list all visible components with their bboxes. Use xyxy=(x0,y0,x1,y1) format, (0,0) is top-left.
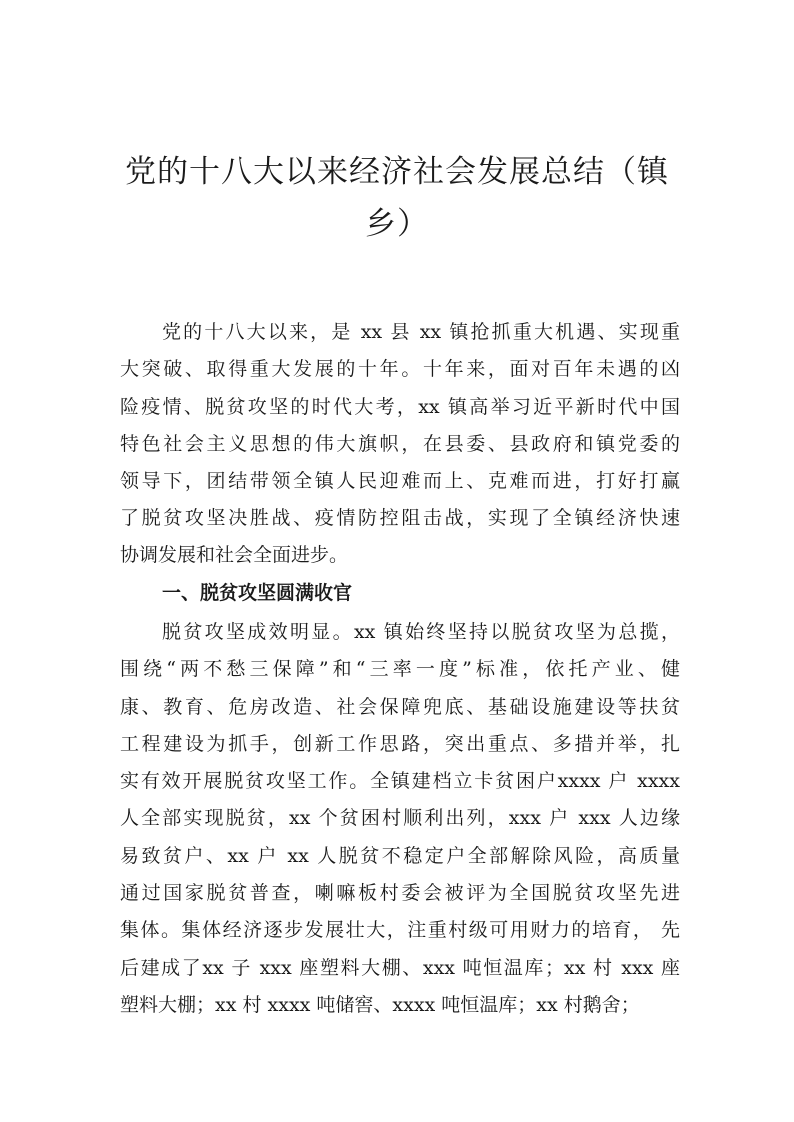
paragraph-line: 脱贫攻坚成效明显。xx 镇始终坚持以脱贫攻坚为总揽， xyxy=(162,621,680,643)
paragraph-line: 党的十八大以来，是 xx 县 xx 镇抢抓重大机遇、实现重 xyxy=(162,321,680,343)
paragraph-line: 工程建设为抓手，创新工作思路，突出重点、多措并举，扎 xyxy=(120,733,680,755)
paragraph-line: 协调发展和社会全面进步。 xyxy=(120,544,349,566)
paragraph-line: 康、教育、危房改造、社会保障兜底、基础设施建设等扶贫 xyxy=(120,696,680,718)
paragraph-line: 围绕“两不愁三保障”和“三率一度”标准，依托产业、健 xyxy=(120,658,680,680)
paragraph-line: 领导下，团结带领全镇人民迎难而上、克难而进，打好打赢 xyxy=(120,470,680,492)
paragraph-line: 集体。集体经济逐步发展壮大，注重村级可用财力的培育， 先 xyxy=(120,919,680,941)
paragraph-line: 塑料大棚；xx 村 xxxx 吨储窖、xxxx 吨恒温库；xx 村鹅舍； xyxy=(120,994,640,1016)
paragraph-line: 大突破、取得重大发展的十年。十年来，面对百年未遇的凶 xyxy=(120,358,680,380)
paragraph-line: 人全部实现脱贫，xx 个贫困村顺利出列，xxx 户 xxx 人边缘 xyxy=(120,807,680,829)
document-title-line-2: 乡） xyxy=(365,206,429,242)
paragraph-line: 险疫情、脱贫攻坚的时代大考，xx 镇高举习近平新时代中国 xyxy=(120,396,680,418)
paragraph-line: 特色社会主义思想的伟大旗帜，在县委、县政府和镇党委的 xyxy=(120,433,680,455)
paragraph-line: 后建成了xx 子 xxx 座塑料大棚、xxx 吨恒温库；xx 村 xxx 座 xyxy=(120,957,680,979)
paragraph-line: 易致贫户、xx 户 xx 人脱贫不稳定户全部解除风险，高质量 xyxy=(120,845,680,867)
section-heading: 一、脱贫攻坚圆满收官 xyxy=(162,582,353,604)
paragraph-line: 通过国家脱贫普查，喇嘛板村委会被评为全国脱贫攻坚先进 xyxy=(120,882,680,904)
paragraph-line: 了脱贫攻坚决胜战、疫情防控阻击战，实现了全镇经济快速 xyxy=(120,507,680,529)
paragraph-line: 实有效开展脱贫攻坚工作。全镇建档立卡贫困户xxxx 户 xxxx xyxy=(120,770,680,792)
document-title-line-1: 党的十八大以来经济社会发展总结（镇 xyxy=(125,154,669,190)
